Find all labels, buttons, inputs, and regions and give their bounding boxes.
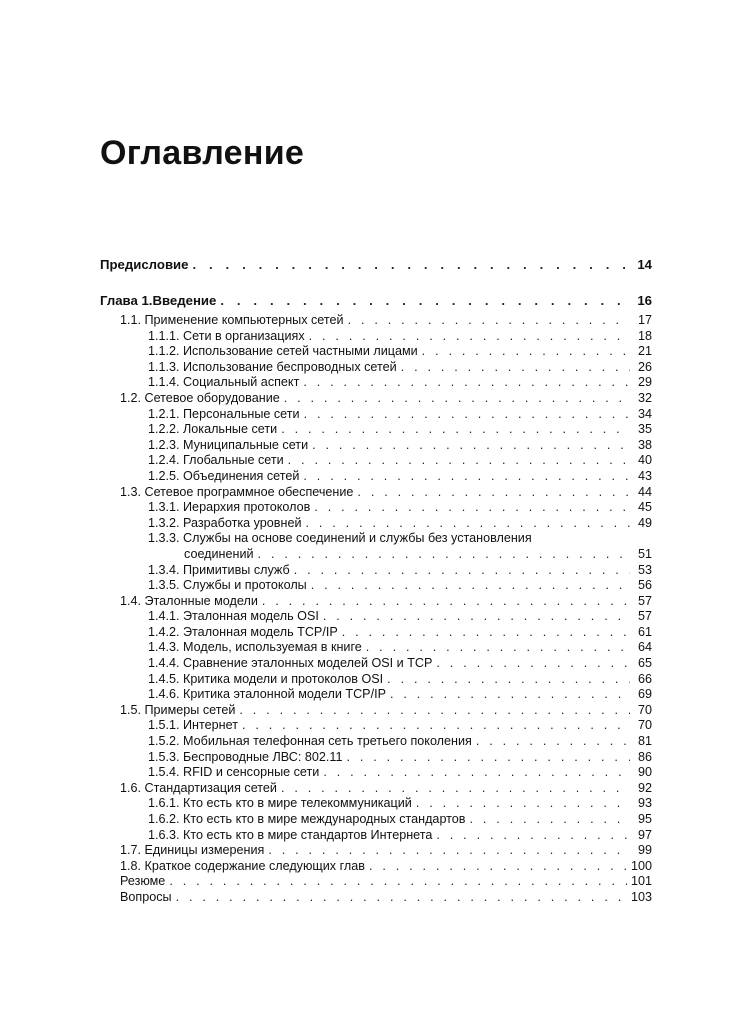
toc-entry[interactable] bbox=[100, 625, 652, 641]
toc-entry-title: 1.4.2. Эталонная модель TCP/IP bbox=[148, 624, 338, 639]
toc-entry[interactable] bbox=[100, 890, 652, 906]
dot-leader bbox=[416, 796, 630, 812]
dot-leader bbox=[436, 828, 630, 844]
toc-page-number: 103 bbox=[630, 889, 652, 904]
toc-entry-title: 1.5. Примеры сетей bbox=[120, 702, 236, 717]
dot-leader bbox=[312, 438, 630, 454]
toc-page-number: 86 bbox=[637, 749, 652, 764]
toc-entry[interactable] bbox=[100, 329, 652, 345]
toc-entry-title: 1.6.1. Кто есть кто в мире телекоммуникаций bbox=[148, 796, 412, 811]
dot-leader bbox=[390, 687, 630, 703]
toc-entry[interactable] bbox=[100, 344, 652, 360]
dot-leader bbox=[284, 391, 630, 407]
toc-page-number: 97 bbox=[637, 827, 652, 842]
toc-entry[interactable] bbox=[100, 578, 652, 594]
dot-leader bbox=[294, 563, 630, 579]
page-title: Оглавление bbox=[100, 134, 305, 172]
toc-page-number: 66 bbox=[637, 671, 652, 686]
toc-page-number: 45 bbox=[637, 500, 652, 515]
toc-entry-title: 1.7. Единицы измерения bbox=[120, 843, 265, 858]
toc-page-number: 49 bbox=[637, 515, 652, 530]
dot-leader bbox=[323, 765, 630, 781]
toc-entry[interactable] bbox=[100, 407, 652, 423]
toc-page-number: 56 bbox=[637, 578, 652, 593]
toc-page-number: 57 bbox=[637, 609, 652, 624]
toc-entry-title: Вопросы bbox=[120, 889, 172, 904]
toc-entry[interactable] bbox=[100, 375, 652, 391]
dot-leader bbox=[323, 609, 630, 625]
toc-entry[interactable] bbox=[100, 843, 652, 859]
dot-leader bbox=[304, 407, 630, 423]
toc-entry-title: 1.1.3. Использование беспроводных сетей bbox=[148, 359, 397, 374]
toc-page-number: 26 bbox=[637, 359, 652, 374]
toc-entry-title: 1.1.4. Социальный аспект bbox=[148, 375, 300, 390]
toc-entry-title: 1.4.3. Модель, используемая в книге bbox=[148, 640, 362, 655]
toc-entry[interactable] bbox=[100, 422, 652, 438]
toc-entry-title: 1.1. Применение компьютерных сетей bbox=[120, 313, 344, 327]
dot-leader bbox=[366, 640, 630, 656]
toc-page-number: 35 bbox=[637, 422, 652, 437]
toc-entry-title: 1.3.2. Разработка уровней bbox=[148, 515, 302, 530]
dot-leader bbox=[342, 625, 630, 641]
toc-page-number: 32 bbox=[637, 390, 652, 405]
toc-entry-title: 1.5.3. Беспроводные ЛВС: 802.11 bbox=[148, 749, 343, 764]
dot-leader bbox=[305, 516, 630, 532]
toc-entry-title: 1.3.1. Иерархия протоколов bbox=[148, 500, 311, 515]
dot-leader bbox=[387, 672, 630, 688]
toc-entry[interactable] bbox=[100, 547, 652, 563]
toc-page-number: 18 bbox=[637, 328, 652, 343]
toc-entry[interactable] bbox=[100, 516, 652, 532]
toc-entry[interactable] bbox=[100, 750, 652, 766]
toc-entry-title: 1.2.4. Глобальные сети bbox=[148, 453, 284, 468]
toc-entry[interactable] bbox=[100, 796, 652, 812]
dot-leader bbox=[476, 734, 630, 750]
toc-page-number: 70 bbox=[637, 702, 652, 717]
toc-entry[interactable] bbox=[100, 812, 652, 828]
toc-entry-title: 1.4.1. Эталонная модель OSI bbox=[148, 609, 319, 624]
toc-entry[interactable] bbox=[100, 828, 652, 844]
toc-page-number: 61 bbox=[637, 624, 652, 639]
toc-page-number: 81 bbox=[637, 734, 652, 749]
toc-entry[interactable] bbox=[100, 453, 652, 469]
toc-entry[interactable] bbox=[100, 609, 652, 625]
toc-page-number: 64 bbox=[637, 640, 652, 655]
toc-entry[interactable] bbox=[100, 734, 652, 750]
dot-leader bbox=[281, 422, 630, 438]
toc-entry[interactable] bbox=[100, 485, 652, 501]
toc-entry-title: 1.3.3. Службы на основе соединений и службы без установления bbox=[148, 531, 532, 546]
toc-entry-title: 1.3. Сетевое программное обеспечение bbox=[120, 484, 354, 499]
toc-entry[interactable] bbox=[100, 594, 652, 610]
dot-leader bbox=[346, 750, 630, 766]
toc-entry-title: 1.4.6. Критика эталонной модели TCP/IP bbox=[148, 687, 386, 702]
dot-leader bbox=[303, 469, 630, 485]
toc-page-number: 44 bbox=[637, 484, 652, 499]
toc-entry-title: 1.2.2. Локальные сети bbox=[148, 422, 278, 437]
toc-page-number: 92 bbox=[637, 780, 652, 795]
toc-entry-title: 1.2.1. Персональные сети bbox=[148, 406, 300, 421]
toc-entry-title: 1.4. Эталонные модели bbox=[120, 593, 258, 608]
toc-entry[interactable] bbox=[100, 656, 652, 672]
toc-page-number: 90 bbox=[637, 765, 652, 780]
dot-leader bbox=[422, 344, 630, 360]
toc-page-number: 34 bbox=[637, 406, 652, 421]
toc-page-number: 29 bbox=[637, 375, 652, 390]
toc-entry-title: 1.3.5. Службы и протоколы bbox=[148, 578, 307, 593]
toc-entry-title: 1.8. Краткое содержание следующих глав bbox=[120, 858, 365, 873]
toc-entry[interactable] bbox=[100, 703, 652, 719]
toc-chapter-entry[interactable] bbox=[100, 293, 652, 309]
toc-entry-title: 1.2.5. Объединения сетей bbox=[148, 468, 300, 483]
dot-leader bbox=[239, 703, 630, 719]
dot-leader bbox=[357, 485, 630, 501]
dot-leader bbox=[369, 859, 627, 875]
toc-page-number: 69 bbox=[637, 687, 652, 702]
dot-leader bbox=[348, 313, 630, 329]
toc-entry-title: 1.6. Стандартизация сетей bbox=[120, 780, 277, 795]
toc-entry-title: 1.6.2. Кто есть кто в мире международных стандартов bbox=[148, 812, 466, 826]
toc-entry-title: 1.5.1. Интернет bbox=[148, 718, 238, 733]
toc-entry-title: Глава 1.Введение bbox=[100, 293, 217, 308]
dot-leader bbox=[220, 293, 630, 309]
toc-entry-title: 1.5.4. RFID и сенсорные сети bbox=[148, 765, 320, 780]
toc-entry[interactable] bbox=[100, 640, 652, 656]
toc-entry[interactable] bbox=[100, 500, 652, 516]
toc-page-number: 51 bbox=[637, 546, 652, 561]
toc-entry-title: Предисловие bbox=[100, 257, 189, 272]
toc-page-number: 53 bbox=[637, 562, 652, 577]
dot-leader bbox=[303, 375, 630, 391]
dot-leader bbox=[281, 781, 630, 797]
toc-page-number: 57 bbox=[637, 593, 652, 608]
dot-leader bbox=[311, 578, 630, 594]
toc-page-number: 93 bbox=[637, 796, 652, 811]
toc-entry[interactable] bbox=[100, 469, 652, 485]
toc-entry[interactable] bbox=[100, 765, 652, 781]
toc-entry-title: 1.1.2. Использование сетей частными лицами bbox=[148, 344, 418, 359]
toc-page-number: 99 bbox=[637, 843, 652, 858]
dot-leader bbox=[176, 890, 627, 906]
toc-entry-title: Резюме bbox=[120, 874, 166, 889]
toc-entry-title: 1.2.3. Муниципальные сети bbox=[148, 437, 309, 452]
toc-page-number: 16 bbox=[637, 293, 652, 308]
dot-leader bbox=[436, 656, 630, 672]
table-of-contents bbox=[100, 257, 652, 906]
dot-leader bbox=[242, 718, 630, 734]
toc-entry[interactable] bbox=[100, 672, 652, 688]
toc-entry[interactable] bbox=[100, 360, 652, 376]
dot-leader bbox=[401, 360, 630, 376]
dot-leader bbox=[309, 329, 630, 345]
toc-chapter-entry[interactable] bbox=[100, 257, 652, 273]
toc-entry-title: 1.5.2. Мобильная телефонная сеть третьего поколения bbox=[148, 734, 472, 749]
dot-leader bbox=[169, 874, 627, 890]
toc-page-number: 65 bbox=[637, 656, 652, 671]
toc-entry[interactable] bbox=[100, 391, 652, 407]
toc-entry-title: 1.6.3. Кто есть кто в мире стандартов Интернета bbox=[148, 827, 433, 842]
toc-entry-title: соединений bbox=[184, 546, 254, 561]
toc-entry[interactable] bbox=[100, 687, 652, 703]
toc-page-number: 17 bbox=[637, 313, 652, 327]
toc-entry[interactable] bbox=[100, 859, 652, 875]
toc-entry-title: 1.2. Сетевое оборудование bbox=[120, 390, 280, 405]
dot-leader bbox=[268, 843, 630, 859]
toc-entry[interactable] bbox=[100, 313, 652, 329]
dot-leader bbox=[262, 594, 630, 610]
toc-page-number: 21 bbox=[637, 344, 652, 359]
dot-leader bbox=[288, 453, 630, 469]
dot-leader bbox=[314, 500, 630, 516]
toc-entry-title: 1.3.4. Примитивы служб bbox=[148, 562, 290, 577]
toc-page-number: 43 bbox=[637, 468, 652, 483]
toc-page-number: 40 bbox=[637, 453, 652, 468]
dot-leader bbox=[258, 547, 630, 563]
toc-entry[interactable] bbox=[100, 718, 652, 734]
toc-entry-title: 1.4.5. Критика модели и протоколов OSI bbox=[148, 671, 384, 686]
toc-entry[interactable] bbox=[100, 531, 652, 547]
toc-entry-title: 1.1.1. Сети в организациях bbox=[148, 328, 305, 343]
toc-entry[interactable] bbox=[100, 874, 652, 890]
toc-entry[interactable] bbox=[100, 781, 652, 797]
toc-entry[interactable] bbox=[100, 438, 652, 454]
toc-entry[interactable] bbox=[100, 563, 652, 579]
toc-page-number: 70 bbox=[637, 718, 652, 733]
toc-page-number: 95 bbox=[637, 812, 652, 826]
toc-page-number: 14 bbox=[637, 257, 652, 272]
toc-page-number: 101 bbox=[630, 874, 652, 889]
toc-page-number: 38 bbox=[637, 437, 652, 452]
toc-entry-title: 1.4.4. Сравнение эталонных моделей OSI и TCP bbox=[148, 656, 433, 671]
dot-leader bbox=[193, 257, 631, 273]
dot-leader bbox=[470, 812, 631, 828]
toc-page-number: 100 bbox=[630, 858, 652, 873]
